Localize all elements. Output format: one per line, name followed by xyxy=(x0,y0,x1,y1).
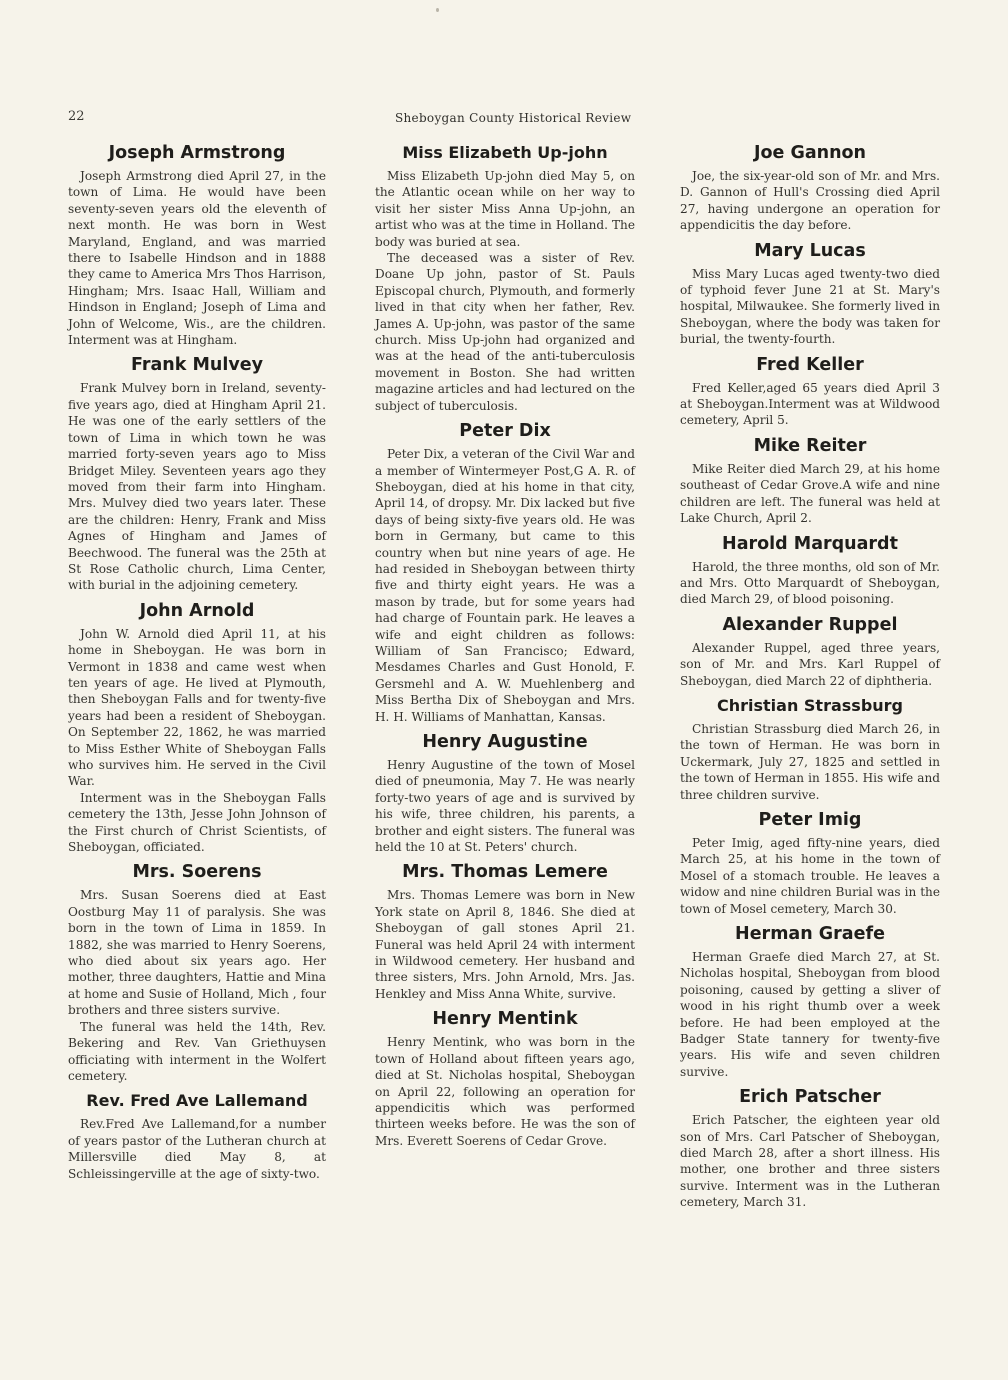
obituary-paragraph: Mrs. Susan Soerens died at East Oostburg May 11 of paralysis. She was born in the town of Lima in 1859. In 1882, she was married to Henry Soerens, who died about six years ago. Her mother, three daughters, Hattie and Mina at home and Susie of Holland, Mich , four brothers and three sisters survive. xyxy=(68,888,326,1018)
obituary-heading: Joe Gannon xyxy=(753,143,867,163)
obituary-paragraph: Christian Strassburg died March 26, in the town of Herman. He was born in Uckermark, July 27, 1825 and settled in the town of Herman in 1855. His wife and three children survive. xyxy=(680,721,940,802)
obituary-heading: Mike Reiter xyxy=(753,435,867,456)
page-header xyxy=(68,109,940,131)
obituary-heading: John Arnold xyxy=(139,600,255,621)
page-number: 22 xyxy=(68,109,85,124)
obituary-heading: Henry Augustine xyxy=(422,732,588,752)
obituary-heading: Erich Patscher xyxy=(739,1087,881,1108)
paper-speck xyxy=(436,8,439,12)
obituary-heading: Miss Elizabeth Up-john xyxy=(402,143,608,162)
running-title: Sheboygan County Historical Review xyxy=(395,111,632,125)
obituary-paragraph: Herman Graefe died March 27, at St. Nicholas hospital, Sheboygan from blood poisoning, caused by getting a sliver of wood in his right thumb over a week before. He had been employed at the Badger State tannery for twenty-five years. His wife and seven children survive. xyxy=(680,950,940,1079)
obituary-article xyxy=(375,142,635,414)
obituary-paragraph: Mike Reiter died March 29, at his home southeast of Cedar Grove.A wife and nine children are left. The funeral was held at Lake Church, April 2. xyxy=(680,461,940,526)
obituary-paragraph: Rev.Fred Ave Lallemand,for a number of years pastor of the Lutheran church at Millersville died May 8, at Schleissingerville at the age of sixty-two. xyxy=(68,1117,326,1181)
obituary-heading: Herman Graefe xyxy=(735,924,885,944)
obituary-paragraph: Henry Mentink, who was born in the town of Holland about fifteen years ago, died at St. Nicholas hospital, Sheboygan on April 22, following an operation for appendicitis which was performed thirteen weeks before. He was the son of Mrs. Everett Soerens of Cedar Grove. xyxy=(375,1035,635,1148)
obituary-paragraph: Fred Keller,aged 65 years died April 3 at Sheboygan.Interment was at Wildwood cemetery, April 5. xyxy=(680,380,940,428)
obituary-paragraph: Peter Imig, aged fifty-nine years, died March 25, at his home in the town of Mosel of a stomach trouble. He leaves a widow and nine children Burial was in the town of Mosel cemetery, March 30. xyxy=(680,835,940,916)
obituary-paragraph: Henry Augustine of the town of Mosel died of pneumonia, May 7. He was nearly forty-two years of age and is survived by his wife, three children, his parents, a brother and eight sisters. The funeral was held the 10 at St. Peters' church. xyxy=(375,758,635,855)
obituary-heading: Christian Strassburg xyxy=(716,695,903,715)
obituary-article xyxy=(68,861,326,1084)
obituary-paragraph: Miss Elizabeth Up-john died May 5, on the Atlantic ocean while on her way to visit her sister Miss Anna Up-john, an artist who was at the time in Holland. The body was buried at sea. xyxy=(375,169,635,249)
obituary-heading: Frank Mulvey xyxy=(130,355,264,376)
obituary-article xyxy=(680,435,940,527)
obituary-heading: Fred Keller xyxy=(756,354,864,375)
column-3 xyxy=(680,142,940,1217)
obituary-paragraph: John W. Arnold died April 11, at his home in Sheboygan. He was born in Vermont in 1838 and came west when ten years of age. He lived at Plymouth, then Sheboygan Falls and for twenty-five years had been a resident of Sheboygan. On September 22, 1862, he was married to Miss Esther White of Sheboygan Falls who survives him. He served in the Civil War. xyxy=(68,626,326,789)
obituary-article xyxy=(68,142,326,348)
obituary-article xyxy=(680,923,940,1080)
obituary-article xyxy=(680,533,940,608)
obituary-article xyxy=(375,1008,635,1149)
obituary-article xyxy=(68,1090,326,1182)
obituary-article xyxy=(680,695,940,803)
obituary-heading: Mrs. Thomas Lemere xyxy=(402,862,608,883)
obituary-heading: Alexander Ruppel xyxy=(722,614,898,635)
obituary-paragraph: Frank Mulvey born in Ireland, seventy-five years ago, died at Hingham April 21. He was one of the early settlers of the town of Lima in which town he was married forty-seven years ago to Miss Bridget Miley. Seventeen years ago they moved from their farm into Hingham. Mrs. Mulvey died two years later. These are the children: Henry, Frank and Miss Agnes of Hingham and James of Beechwood. The funeral was the 25th at St Rose Catholic church, Lima Center, with burial in the adjoining cemetery. xyxy=(68,381,326,593)
obituary-article xyxy=(680,354,940,429)
obituary-paragraph: Harold, the three months, old son of Mr. and Mrs. Otto Marquardt of Sheboygan, died March 29, of blood poisoning. xyxy=(680,559,940,607)
obituary-heading: Rev. Fred Ave Lallemand xyxy=(86,1091,308,1111)
obituary-heading: Joseph Armstrong xyxy=(108,143,286,163)
obituary-paragraph: Miss Mary Lucas aged twenty-two died of typhoid fever June 21 at St. Mary's hospital, Milwaukee. She formerly lived in Sheboygan, where the body was taken for burial, the twenty-fourth. xyxy=(680,266,940,347)
obituary-article xyxy=(680,142,940,234)
obituary-heading: Mrs. Soerens xyxy=(132,862,262,883)
obituary-article xyxy=(680,240,940,348)
column-2 xyxy=(375,142,635,1155)
obituary-heading: Mary Lucas xyxy=(754,240,866,261)
obituary-article xyxy=(68,354,326,593)
obituary-paragraph: The deceased was a sister of Rev. Doane Up john, pastor of St. Pauls Episcopal church, Plymouth, and formerly lived in that city when her father, Rev. James A. Up-john, was pastor of the same church. Miss Up-john had organized and was at the head of the anti-tuberculosis movement in Boston. She had written magazine articles and had lectured on the subject of tuberculosis. xyxy=(375,251,635,413)
obituary-paragraph: Interment was in the Sheboygan Falls cemetery the 13th, Jesse John Johnson of the First church of Christ Scientists, of Sheboygan, officiated. xyxy=(68,790,326,855)
obituary-heading: Harold Marquardt xyxy=(722,533,898,554)
obituary-article xyxy=(375,420,635,725)
obituary-heading: Henry Mentink xyxy=(432,1009,578,1030)
obituary-paragraph: Erich Patscher, the eighteen year old son of Mrs. Carl Patscher of Sheboygan, died March 28, after a short illness. His mother, one brother and three sisters survive. Interment was in the Lutheran cemetery, March 31. xyxy=(680,1113,940,1210)
obituary-paragraph: Peter Dix, a veteran of the Civil War and a member of Wintermeyer Post,G A. R. of Sheboygan, died at his home in that city, April 14, of dropsy. Mr. Dix lacked but five days of being sixty-five years old. He was born in Germany, but came to this country when but nine years of age. He had resided in Sheboygan between thirty five and thirty eight years. He was a mason by trade, but for some years had had charge of Fountain park. He leaves a wife and eight children as follows: William of San Francisco; Edward, Mesdames Charles and Gust Honold, F. Gersmehl and A. W. Muehlenberg and Miss Bertha Dix of Sheboygan and Mrs. H. H. Williams of Manhattan, Kansas. xyxy=(375,447,635,724)
obituary-paragraph: The funeral was held the 14th, Rev. Bekering and Rev. Van Griethuysen officiating with interment in the Wolfert cemetery. xyxy=(68,1019,326,1083)
obituary-paragraph: Alexander Ruppel, aged three years, son of Mr. and Mrs. Karl Ruppel of Sheboygan, died March 22 of diphtheria. xyxy=(680,640,940,688)
obituary-article xyxy=(375,731,635,855)
obituary-paragraph: Joe, the six-year-old son of Mr. and Mrs. D. Gannon of Hull's Crossing died April 27, having undergone an operation for appendicitis the day before. xyxy=(680,169,940,233)
obituary-article xyxy=(68,600,326,856)
obituary-article xyxy=(680,809,940,917)
obituary-article xyxy=(680,1086,940,1210)
obituary-paragraph: Mrs. Thomas Lemere was born in New York state on April 8, 1846. She died at Sheboygan of gall stones April 21. Funeral was held April 24 with interment in Wildwood cemetery. Her husband and three sisters, Mrs. John Arnold, Mrs. Jas. Henkley and Miss Anna White, survive. xyxy=(375,888,635,1001)
obituary-heading: Peter Dix xyxy=(459,421,551,442)
obituary-paragraph: Joseph Armstrong died April 27, in the town of Lima. He would have been seventy-seven years old the eleventh of next month. He was born in West Maryland, England, and was married there to Isabelle Hindson and in 1888 they came to America Mrs Thos Harrison, Hingham; Mrs. Isaac Hall, William and Hindson in England; Joseph of Lima and John of Welcome, Wis., are the children. Interment was at Hingham. xyxy=(68,169,326,348)
obituary-heading: Peter Imig xyxy=(758,809,862,830)
obituary-article xyxy=(375,861,635,1002)
column-1 xyxy=(68,142,326,1188)
obituary-article xyxy=(680,614,940,689)
